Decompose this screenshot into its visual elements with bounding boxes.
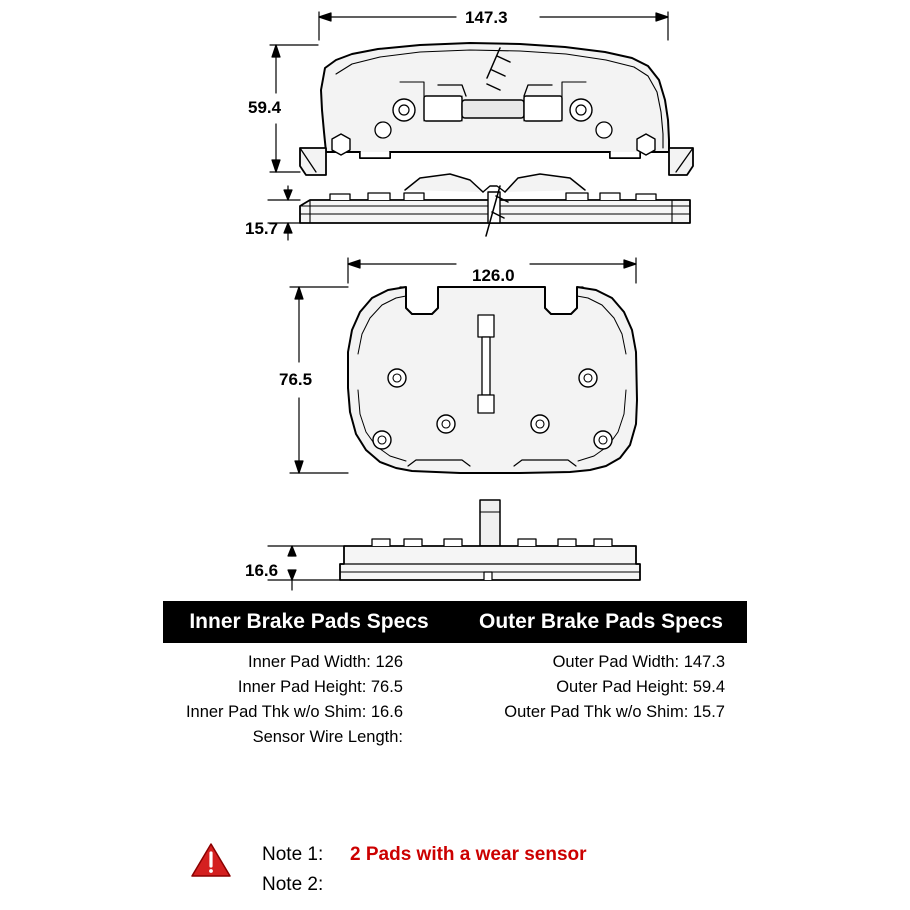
dimension-inner-thickness: 16.6 [245, 561, 279, 580]
note-row-2 [262, 870, 587, 900]
inner-specs-list [163, 650, 403, 750]
dimension-outer-height: 59.4 [248, 98, 282, 117]
inner-specs-title: Inner Brake Pads Specs [189, 610, 429, 633]
note2-label: Note 2: [262, 874, 324, 895]
inner-pad-edge-view [340, 500, 640, 580]
dimension-inner-height: 76.5 [279, 370, 313, 389]
outer-spec-thickness: Outer Pad Thk w/o Shim: 15.7 [504, 703, 725, 721]
note1-label: Note 1: [262, 844, 324, 865]
outer-specs-title: Outer Brake Pads Specs [479, 610, 723, 633]
inner-spec-width: Inner Pad Width: 126 [247, 653, 403, 671]
outer-specs-list [465, 650, 725, 725]
dimension-outer-width: 147.3 [465, 8, 508, 27]
inner-spec-height: Inner Pad Height: 76.5 [237, 678, 403, 696]
specs-banner [163, 601, 747, 643]
outer-pad-face-view [300, 43, 693, 175]
inner-pad-face-view [348, 287, 637, 473]
note-row-1 [262, 840, 587, 870]
inner-spec-thickness: Inner Pad Thk w/o Shim: 16.6 [185, 703, 403, 721]
outer-pad-edge-view [300, 174, 690, 236]
outer-spec-width: Outer Pad Width: 147.3 [552, 653, 725, 671]
dimension-outer-thickness: 15.7 [245, 219, 279, 238]
note1-value: 2 Pads with a wear sensor [350, 844, 587, 865]
dimension-inner-width: 126.0 [472, 266, 515, 285]
outer-spec-height: Outer Pad Height: 59.4 [556, 678, 725, 696]
warning-icon [190, 842, 232, 878]
inner-spec-sensor-wire-length: Sensor Wire Length: [252, 728, 403, 746]
